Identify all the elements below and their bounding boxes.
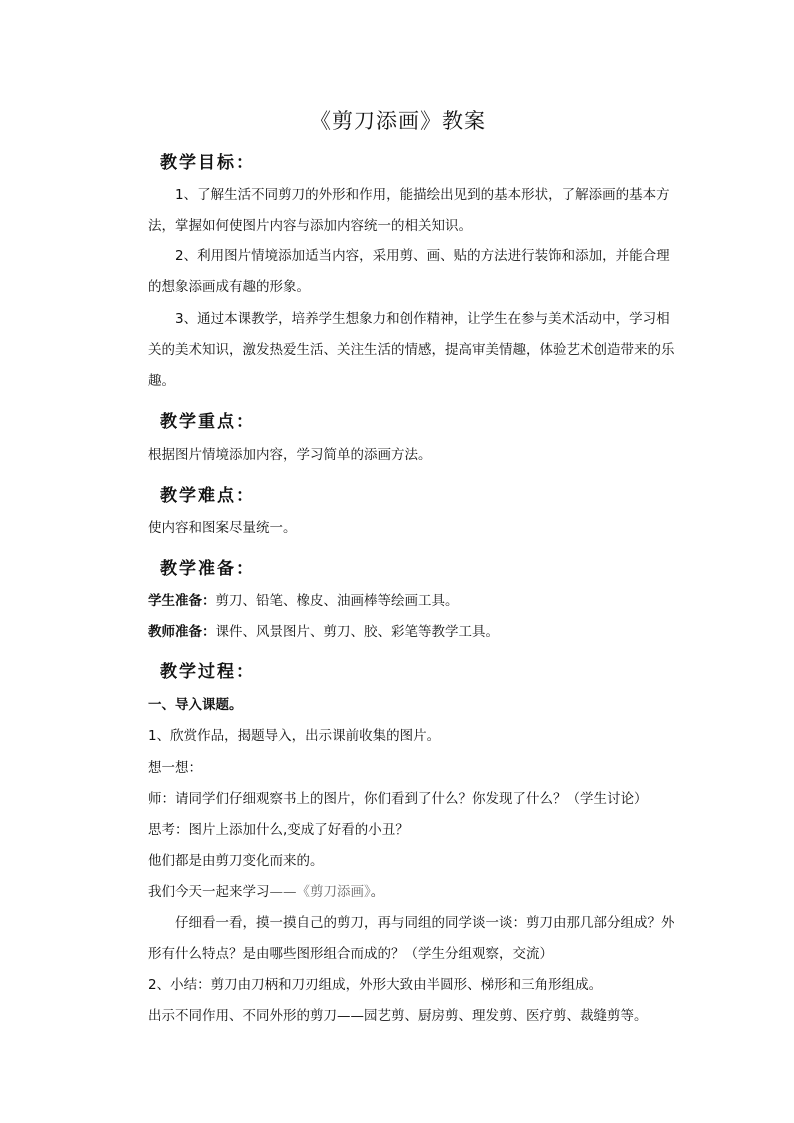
difficulties-text: 使内容和图案尽量统一。 <box>148 520 297 536</box>
process-line-6-lead: 我们今天一起来学习 <box>148 884 270 900</box>
objective-3: 3、通过本课教学，培养学生想象力和创作精神，让学生在参与美术活动中，学习相关的美术知识，激发热爱生活、关注生活的情感，提高审美情趣，体验艺术创造带来的乐趣。 <box>148 311 675 389</box>
teacher-preparation-text: 课件、风景图片、剪刀、胶、彩笔等教学工具。 <box>215 624 499 640</box>
process-line-5: 他们都是由剪刀变化而来的。 <box>148 853 324 869</box>
student-preparation-label: 学生准备： <box>148 593 216 609</box>
process-line-8: 2、小结：剪刀由刀柄和刀刃组成，外形大致由半圆形、梯形和三角形组成。 <box>148 977 603 993</box>
process-line-6 <box>148 882 384 902</box>
key-points-text: 根据图片情境添加内容，学习简单的添画方法。 <box>148 447 432 463</box>
process-line-3: 师：请同学们仔细观察书上的图片，你们看到了什么？你发现了什么？（学生讨论） <box>148 791 648 807</box>
process-line-6-end: 。 <box>370 884 385 900</box>
process-line-9: 出示不同作用、不同外形的剪刀——园艺剪、厨房剪、理发剪、医疗剪、裁缝剪等。 <box>148 1008 648 1024</box>
heading-objectives: 教学目标： <box>160 153 255 173</box>
heading-difficulties: 教学难点： <box>160 486 255 506</box>
heading-key-points: 教学重点： <box>160 412 255 432</box>
student-preparation <box>148 591 459 611</box>
document-title: 《剪刀添画》教案 <box>310 109 486 133</box>
objective-2: 2、利用图片情境添加适当内容，采用剪、画、贴的方法进行装饰和添加，并能合理的想象添画成有趣的形象。 <box>148 248 670 295</box>
heading-process: 教学过程： <box>160 662 255 682</box>
process-line-4: 思考：图片上添加什么,变成了好看的小丑？ <box>148 822 409 838</box>
process-line-7: 仔细看一看，摸一摸自己的剪刀，再与同组的同学谈一谈：剪刀由那几部分组成？外形有什么特点？是由哪些图形组合而成的？（学生分组观察，交流） <box>148 915 675 962</box>
process-subheading-1: 一、导入课题。 <box>148 697 243 713</box>
objective-1: 1、了解生活不同剪刀的外形和作用，能描绘出见到的基本形状，了解添画的基本方法，掌握如何使图片内容与添加内容统一的相关知识。 <box>148 187 670 234</box>
document-page <box>118 0 678 1123</box>
process-line-1: 1、欣赏作品，揭题导入，出示课前收集的图片。 <box>148 728 441 744</box>
student-preparation-text: 剪刀、铅笔、橡皮、油画棒等绘画工具。 <box>215 593 459 609</box>
teacher-preparation <box>148 622 499 642</box>
teacher-preparation-label: 教师准备： <box>148 624 216 640</box>
process-line-2: 想一想： <box>148 760 202 776</box>
process-line-6-title: ——《剪刀添画》 <box>269 884 371 900</box>
heading-preparation: 教学准备： <box>160 559 255 579</box>
